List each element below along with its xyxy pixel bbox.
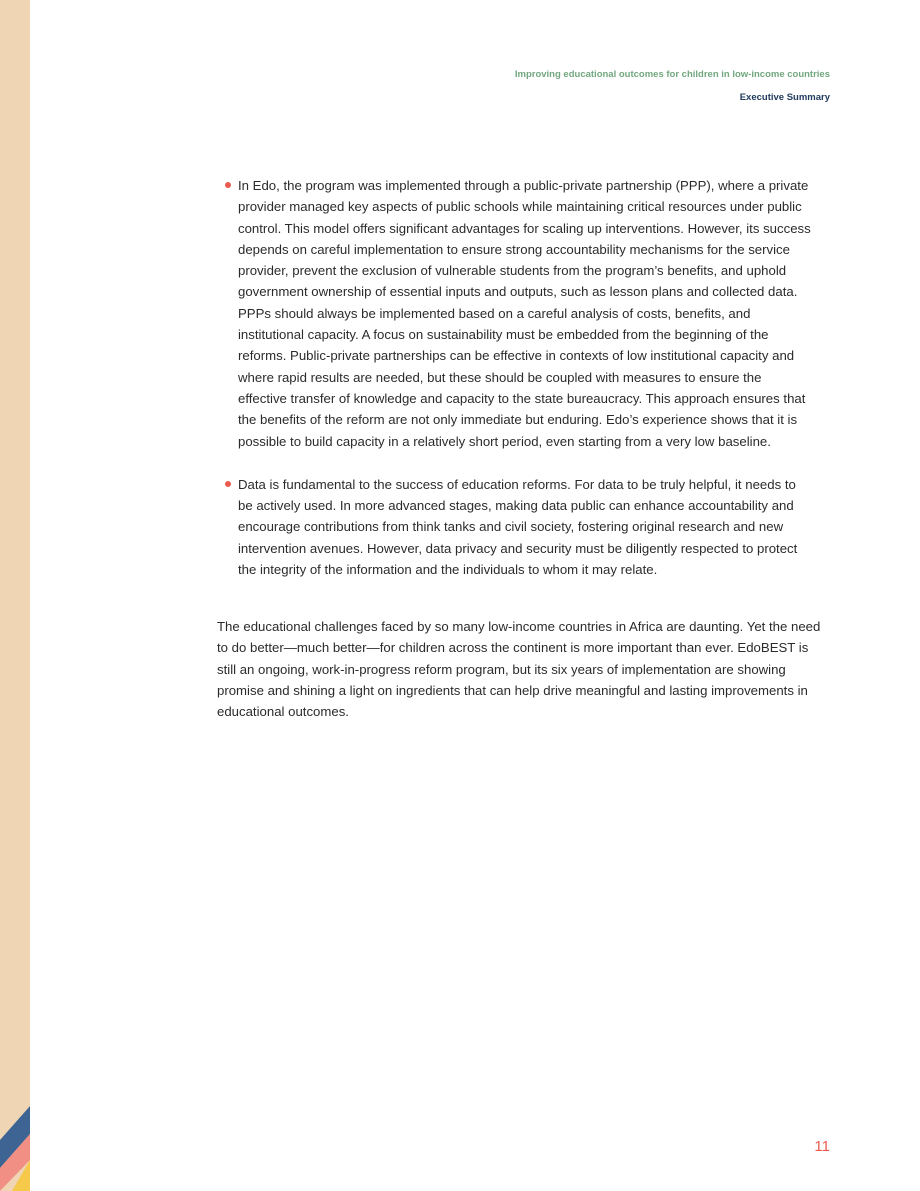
side-band-graphic	[0, 0, 30, 1191]
running-header	[515, 68, 830, 104]
side-band-background	[0, 0, 30, 1191]
bullet-dot-icon	[225, 182, 231, 188]
list-item	[224, 474, 812, 580]
key-points-list	[224, 175, 812, 602]
header-report-title: Improving educational outcomes for children in low-income countries	[514, 69, 830, 80]
bullet-text: In Edo, the program was implemented through a public-private partnership (PPP), where a private provider managed key aspects of public schools while maintaining critical resources under public control. This model offers significant advantages for scaling up interventions. However, its success depends on careful implementation to ensure strong accountability mechanisms for the service provider, prevent the exclusion of vulnerable students from the program’s benefits, and uphold government ownership of essential inputs and outputs, such as lesson plans and collected data. PPPs should always be implemented based on a careful analysis of costs, benefits, and institutional capacity. A focus on sustainability must be embedded from the beginning of the reforms. Public-private partnerships can be effective in contexts of low institutional capacity and where rapid results are needed, but these should be coupled with measures to ensure the effective transfer of knowledge and capacity to the state bureaucracy. This approach ensures that the benefits of the reform are not only immediate but enduring. Edo’s experience shows that it is possible to build capacity in a relatively short period, even starting from a very low baseline.	[238, 178, 811, 449]
bullet-text: Data is fundamental to the success of education reforms. For data to be truly helpful, it needs to be actively used. In more advanced stages, making data public can enhance accountability and encourage contributions from think tanks and civil society, fostering original research and new intervention avenues. However, data privacy and security must be diligently respected to protect the integrity of the information and the individuals to whom it may relate.	[238, 476, 798, 578]
side-decorative-band	[0, 0, 30, 1191]
page-number: 11	[814, 1138, 830, 1155]
list-item	[224, 175, 812, 452]
bullet-dot-icon	[225, 481, 231, 487]
header-section-name: Executive Summary	[739, 92, 830, 103]
closing-paragraph: The educational challenges faced by so many low-income countries in Africa are daunting. Yet the need to do better—much better—for children across the continent is more important than ever. EdoBEST is still an ongoing, work-in-progress reform program, but its six years of implementation are showing promise and shining a light on ingredients that can help drive meaningful and lasting improvements in educational outcomes.	[217, 619, 821, 720]
